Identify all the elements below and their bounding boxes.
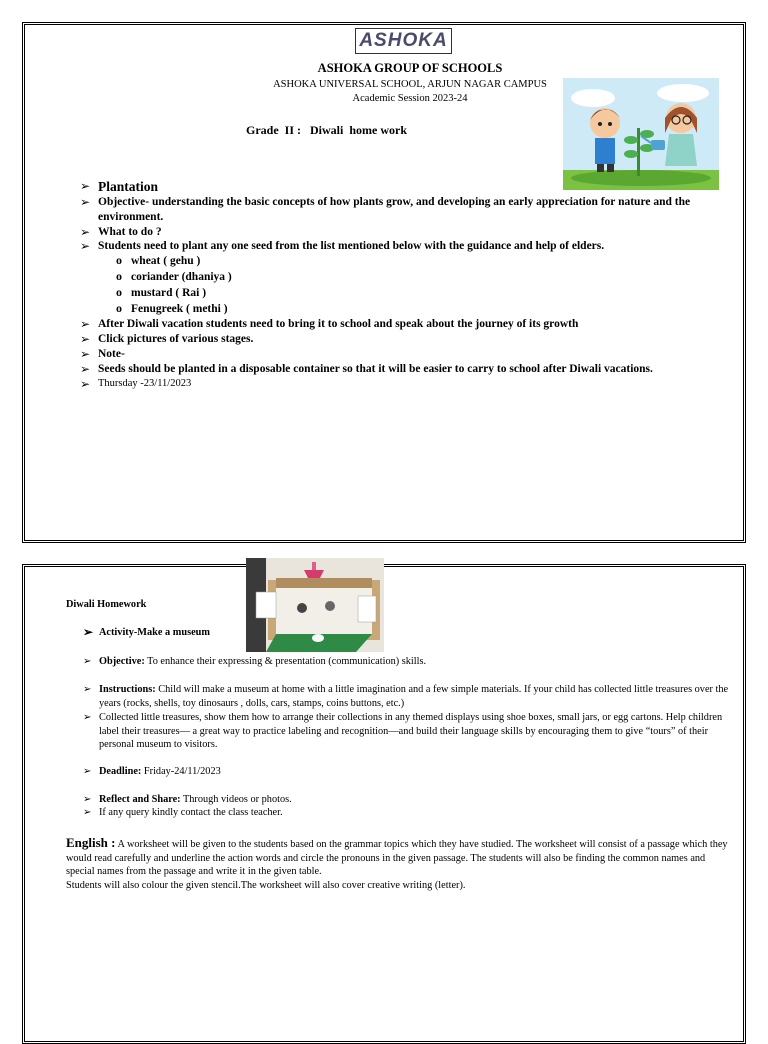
seed-item: o mustard ( Rai ): [98, 286, 725, 302]
seed-item: o wheat ( gehu ): [98, 254, 725, 270]
bullet-seeds-container: ➢ Seeds should be planted in a disposable container so that it will be easier to carry to school after Diwali vacations.: [80, 362, 725, 377]
bullet-students-text: Students need to plant any one seed from the list mentioned below with the guidance and help of elders.: [98, 240, 605, 253]
diwali-homework-heading: Diwali Homework: [66, 599, 147, 610]
grade-heading: Grade II : Diwali home work: [246, 123, 407, 137]
instructions-label: Instructions:: [99, 684, 156, 695]
deadline-item: [83, 765, 733, 779]
objective-label: Objective:: [99, 656, 145, 667]
bullet-click-pictures: ➢ Click pictures of various stages.: [80, 332, 725, 347]
plantation-bullet-list: [80, 178, 725, 391]
collected-treasures-item: ➢ Collected little treasures, show them how to arrange their collections in any themed displays using shoe boxes, small jars, or egg cartons. Help children label their treasures— a great way to practice labeling and recognition—and build their language skills by encouraging them to give “tours” of their personal museum to visitors.: [83, 711, 733, 752]
bullet-plantation: ➢ Plantation: [80, 178, 725, 195]
bullet-objective: ➢ Objective- understanding the basic concepts of how plants grow, and developing an early appreciation for nature and the environment.: [80, 195, 725, 225]
objective-text: To enhance their expressing & presentation (communication) skills.: [144, 656, 427, 667]
reflect-share-item: [83, 793, 733, 807]
query-item: ➢ If any query kindly contact the class teacher.: [83, 806, 733, 820]
seed-item: o Fenugreek ( methi ): [98, 302, 725, 318]
english-section: [66, 836, 736, 892]
english-text-2: Students will also colour the given stencil.The worksheet will also cover creative writing (letter).: [66, 879, 466, 891]
instructions-text: Child will make a museum at home with a little imagination and a few simple materials. If your child has collected little treasures over the years (rocks, shells, toy dinosaurs , dolls, cars, stamps, coins buttons, etc.): [99, 684, 729, 709]
bullet-date: ➢ Thursday -23/11/2023: [80, 377, 725, 392]
english-label: English :: [66, 835, 116, 850]
reflect-text: Through videos or photos.: [180, 794, 292, 805]
seed-item: o coriander (dhaniya ): [98, 270, 725, 286]
instructions-item: [83, 683, 733, 710]
bullet-note: ➢ Note-: [80, 347, 725, 362]
reflect-label: Reflect and Share:: [99, 794, 181, 805]
deadline-label: Deadline:: [99, 766, 142, 777]
deadline-text: Friday-24/11/2023: [141, 766, 221, 777]
school-logo: ASHOKA: [355, 28, 452, 54]
bullet-what-to-do: ➢ What to do ?: [80, 225, 725, 240]
school-campus-subtitle: ASHOKA UNIVERSAL SCHOOL, ARJUN NAGAR CAMPUS: [273, 79, 547, 90]
english-text: A worksheet will be given to the students based on the grammar topics which they have studied. The worksheet will consist of a passage which they would read carefully and underline the action words and circle the pronouns in the given passage. The students will also be finding the common names and special names from the passage and write it in the given table.: [66, 839, 728, 877]
activity-heading: ➢ Activity-Make a museum: [83, 626, 733, 640]
academic-session: Academic Session 2023-24: [352, 93, 468, 104]
school-group-title: ASHOKA GROUP OF SCHOOLS: [317, 61, 503, 75]
bullet-after-diwali: ➢ After Diwali vacation students need to bring it to school and speak about the journey of its growth: [80, 317, 725, 332]
seeds-list: [98, 254, 725, 317]
objective-item: [83, 655, 733, 669]
kids-watering-plant-illustration: [563, 78, 719, 190]
bullet-students-plant: [80, 239, 725, 317]
